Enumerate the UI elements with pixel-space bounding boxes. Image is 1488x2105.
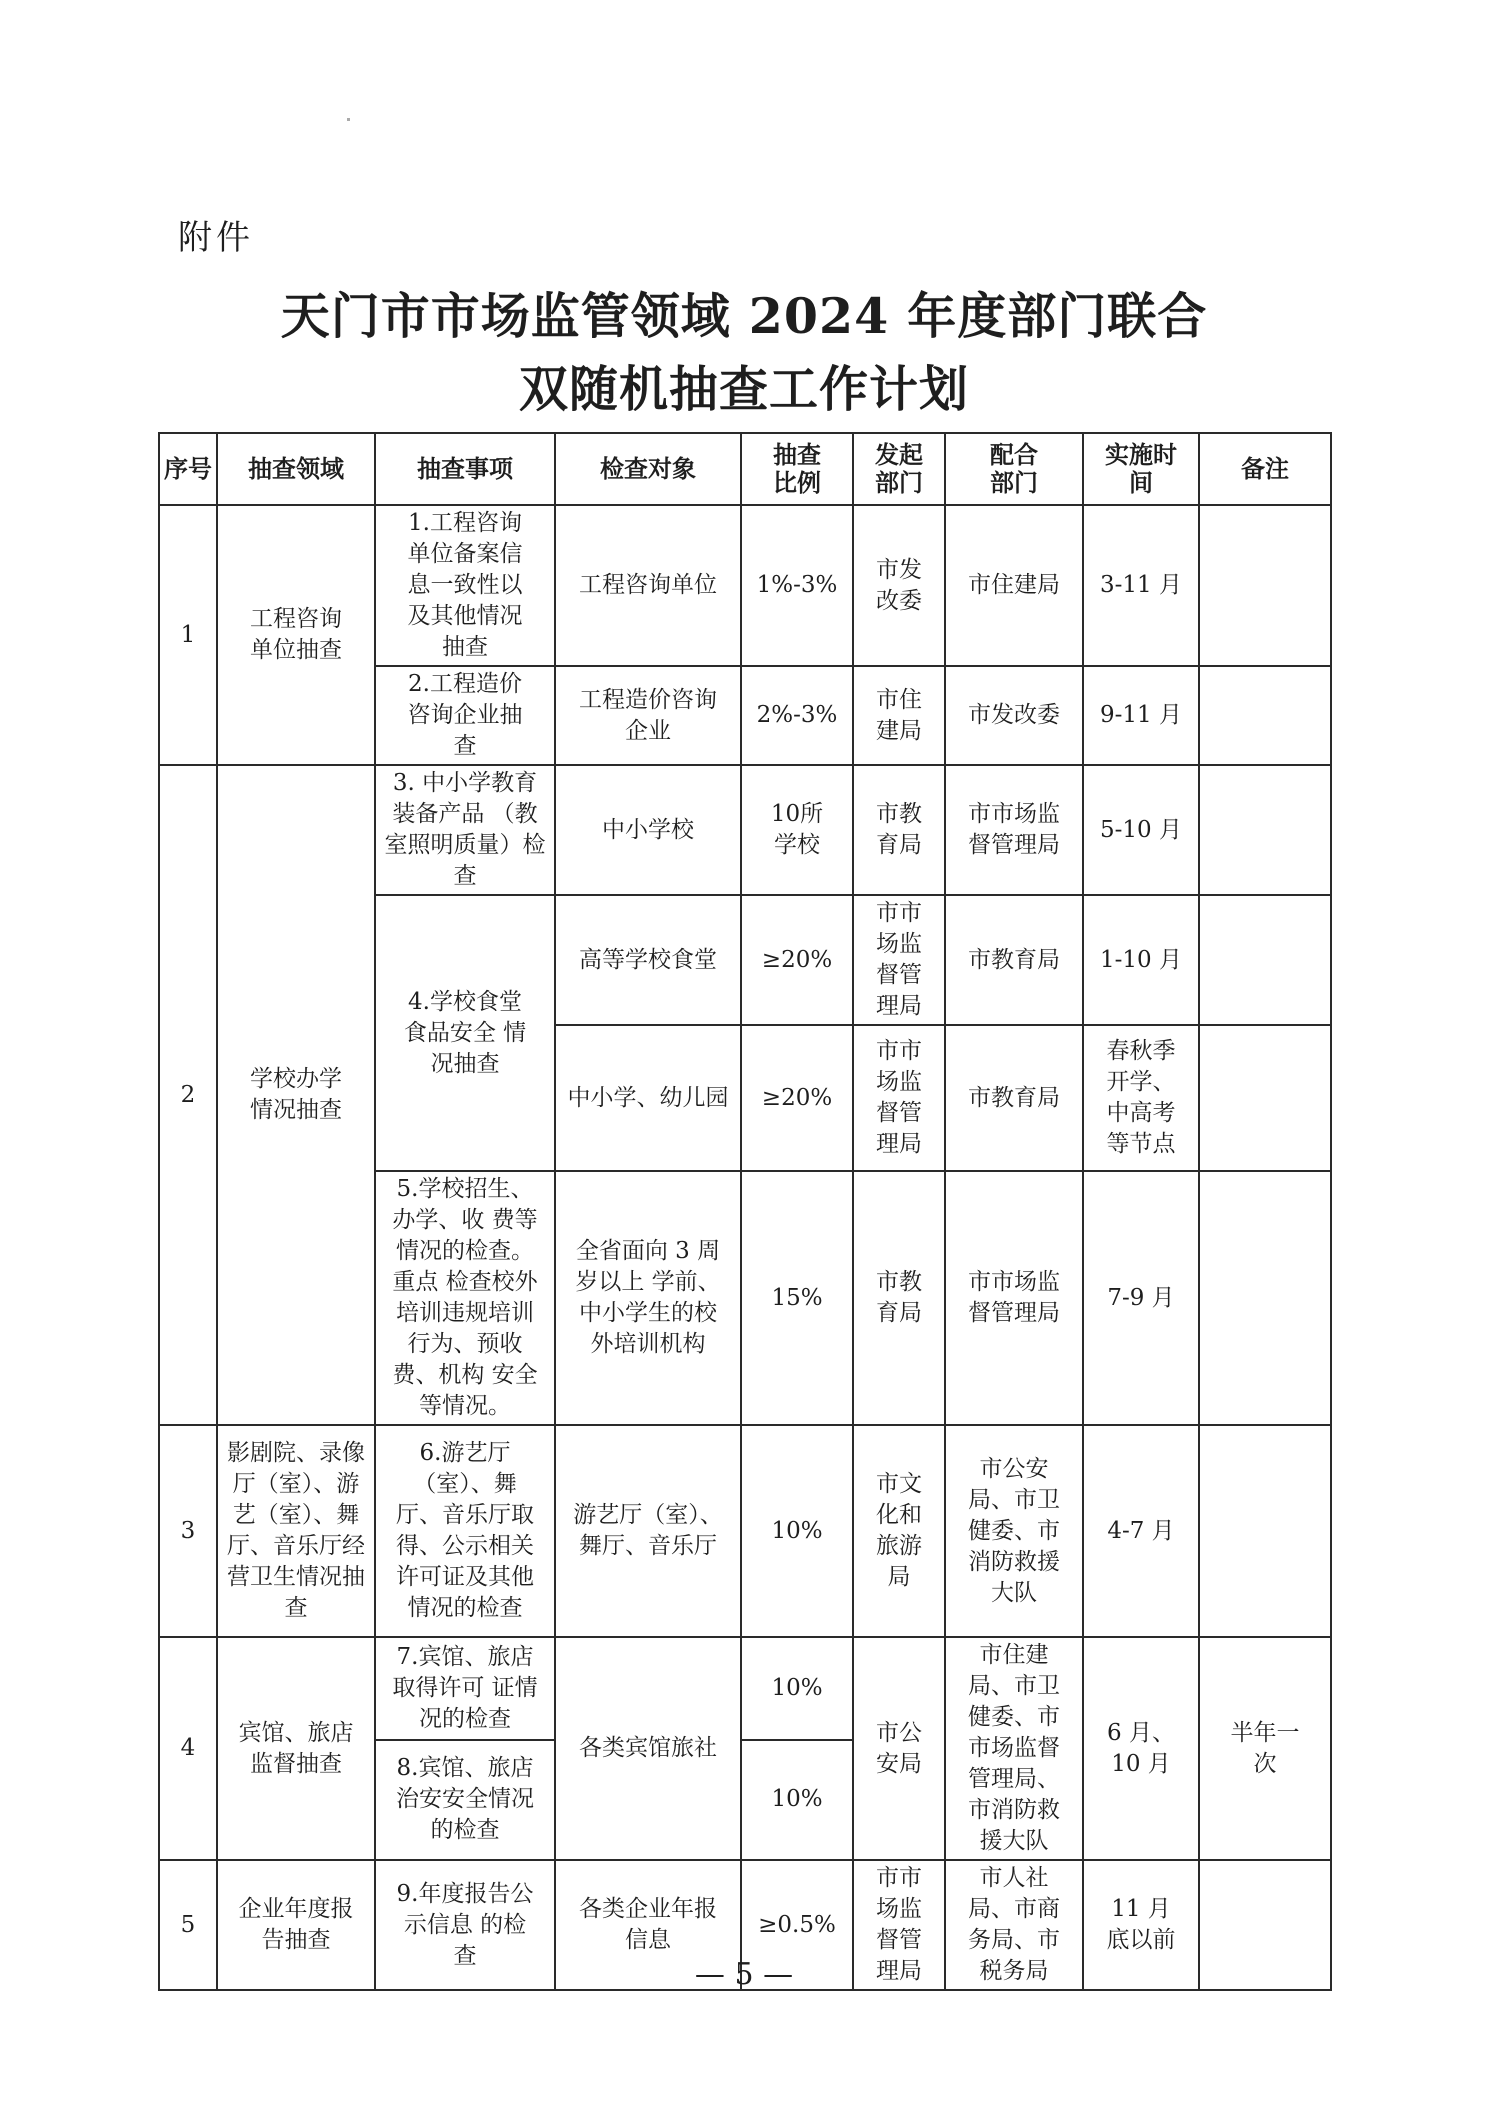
table-header-row — [159, 433, 1331, 505]
inspection-target: 游艺厅（室）、舞厅、音乐厅 — [555, 1425, 741, 1637]
inspection-field: 学校办学情况抽查 — [217, 765, 375, 1425]
cooperating-department: 市人社局、市商务局、市税务局 — [945, 1860, 1083, 1990]
remark — [1199, 1425, 1331, 1637]
inspection-target: 工程咨询单位 — [555, 505, 741, 666]
remark — [1199, 895, 1331, 1025]
cooperating-department: 市发改委 — [945, 666, 1083, 765]
initiating-department: 市市场监督管理局 — [853, 1860, 945, 1990]
implementation-time: 1-10 月 — [1083, 895, 1199, 1025]
implementation-time: 5-10 月 — [1083, 765, 1199, 895]
inspection-target: 各类宾馆旅社 — [555, 1637, 741, 1860]
implementation-time: 4-7 月 — [1083, 1425, 1199, 1637]
header-cell: 备注 — [1199, 433, 1331, 505]
inspection-target: 全省面向 3 周岁以上 学前、中小学生的校外培训机构 — [555, 1171, 741, 1425]
cooperating-department: 市教育局 — [945, 895, 1083, 1025]
implementation-time: 6 月、10 月 — [1083, 1637, 1199, 1860]
inspection-target: 各类企业年报信息 — [555, 1860, 741, 1990]
inspection-item: 3. 中小学教育装备产品 （教室照明质量）检查 — [375, 765, 555, 895]
initiating-department: 市市场监督管理局 — [853, 1025, 945, 1171]
header-cell: 序号 — [159, 433, 217, 505]
header-cell: 检查对象 — [555, 433, 741, 505]
table-row — [159, 1637, 1331, 1740]
header-cell: 发起部门 — [853, 433, 945, 505]
header-cell: 抽查领域 — [217, 433, 375, 505]
document-title-line-2: 双随机抽查工作计划 — [518, 360, 969, 418]
initiating-department: 市市场监督管理局 — [853, 895, 945, 1025]
initiating-department: 市文化和旅游局 — [853, 1425, 945, 1637]
inspection-target: 高等学校食堂 — [555, 895, 741, 1025]
initiating-department: 市住建局 — [853, 666, 945, 765]
initiating-department: 市公安局 — [853, 1637, 945, 1860]
row-number: 5 — [159, 1860, 217, 1990]
header-cell: 抽查事项 — [375, 433, 555, 505]
inspection-target: 中小学校 — [555, 765, 741, 895]
scan-speck — [347, 118, 350, 121]
implementation-time: 11 月底以前 — [1083, 1860, 1199, 1990]
implementation-time: 3-11 月 — [1083, 505, 1199, 666]
sampling-ratio: 15% — [741, 1171, 853, 1425]
remark: 半年一次 — [1199, 1637, 1331, 1860]
sampling-ratio: 1%-3% — [741, 505, 853, 666]
row-number: 4 — [159, 1637, 217, 1860]
remark — [1199, 1025, 1331, 1171]
sampling-ratio: ≥20% — [741, 1025, 853, 1171]
inspection-item: 6.游艺厅（室）、舞厅、音乐厅取得、公示相关许可证及其他情况的检查 — [375, 1425, 555, 1637]
table-row — [159, 765, 1331, 895]
inspection-field: 工程咨询单位抽查 — [217, 505, 375, 765]
header-cell: 抽查比例 — [741, 433, 853, 505]
cooperating-department: 市教育局 — [945, 1025, 1083, 1171]
cooperating-department: 市公安局、市卫健委、市消防救援大队 — [945, 1425, 1083, 1637]
sampling-ratio: ≥20% — [741, 895, 853, 1025]
sampling-ratio: 10所学校 — [741, 765, 853, 895]
inspection-item: 5.学校招生、办学、收 费等情况的检查。重点 检查校外培训违规培训行为、预收费、机构 安全等情况。 — [375, 1171, 555, 1425]
inspection-field: 宾馆、旅店监督抽查 — [217, 1637, 375, 1860]
sampling-ratio: 2%-3% — [741, 666, 853, 765]
cooperating-department: 市市场监督管理局 — [945, 765, 1083, 895]
implementation-time: 9-11 月 — [1083, 666, 1199, 765]
remark — [1199, 1171, 1331, 1425]
page-number: — 5 — — [694, 1957, 794, 1992]
implementation-time: 7-9 月 — [1083, 1171, 1199, 1425]
cooperating-department: 市住建局、市卫健委、市市场监督管理局、市消防救援大队 — [945, 1637, 1083, 1860]
inspection-target: 中小学、幼儿园 — [555, 1025, 741, 1171]
inspection-item: 9.年度报告公示信息 的检查 — [375, 1860, 555, 1990]
row-number: 1 — [159, 505, 217, 765]
inspection-item: 7.宾馆、旅店取得许可 证情况的检查 — [375, 1637, 555, 1740]
row-number: 2 — [159, 765, 217, 1425]
inspection-field: 企业年度报告抽查 — [217, 1860, 375, 1990]
remark — [1199, 666, 1331, 765]
row-number: 3 — [159, 1425, 217, 1637]
inspection-plan-table — [158, 432, 1332, 1991]
document-title-line-1: 天门市市场监管领域 2024 年度部门联合 — [280, 287, 1208, 345]
remark — [1199, 765, 1331, 895]
table-row — [159, 1425, 1331, 1637]
initiating-department: 市教育局 — [853, 1171, 945, 1425]
inspection-item: 8.宾馆、旅店治安安全情况的检查 — [375, 1740, 555, 1860]
initiating-department: 市教育局 — [853, 765, 945, 895]
inspection-item: 1.工程咨询单位备案信息一致性以及其他情况抽查 — [375, 505, 555, 666]
sampling-ratio: 10% — [741, 1425, 853, 1637]
header-cell: 配合部门 — [945, 433, 1083, 505]
inspection-item: 2.工程造价咨询企业抽查 — [375, 666, 555, 765]
cooperating-department: 市市场监督管理局 — [945, 1171, 1083, 1425]
inspection-item: 4.学校食堂食品安全 情况抽查 — [375, 895, 555, 1171]
sampling-ratio: 10% — [741, 1740, 853, 1860]
table-row — [159, 505, 1331, 666]
sampling-ratio: 10% — [741, 1637, 853, 1740]
sampling-ratio: ≥0.5% — [741, 1860, 853, 1990]
initiating-department: 市发改委 — [853, 505, 945, 666]
remark — [1199, 505, 1331, 666]
attachment-label: 附件 — [178, 218, 254, 258]
cooperating-department: 市住建局 — [945, 505, 1083, 666]
inspection-target: 工程造价咨询企业 — [555, 666, 741, 765]
header-cell: 实施时间 — [1083, 433, 1199, 505]
inspection-field: 影剧院、录像厅（室）、游艺（室）、舞厅、音乐厅经营卫生情况抽查 — [217, 1425, 375, 1637]
implementation-time: 春秋季开学、中高考等节点 — [1083, 1025, 1199, 1171]
